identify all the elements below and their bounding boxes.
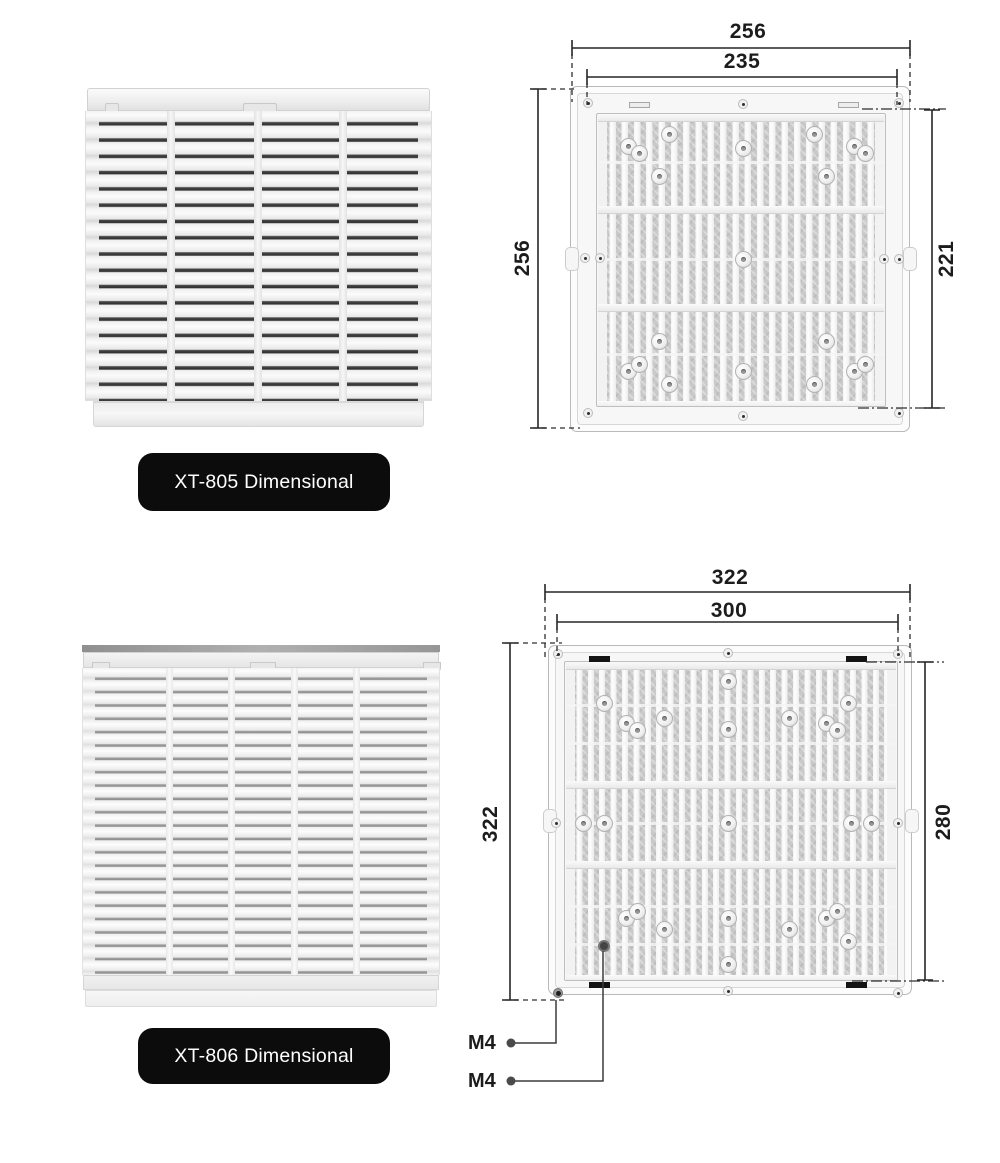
- m4-screw-hole: [598, 940, 610, 952]
- mount-ear: [903, 247, 917, 271]
- screw-hole: [551, 818, 561, 828]
- snap-boss: [629, 903, 646, 920]
- xt805-bottom-base: [93, 401, 424, 427]
- snap-boss: [735, 363, 752, 380]
- screw-hole: [738, 411, 748, 421]
- m4-screw-label-2: M4: [468, 1070, 496, 1092]
- xt806-dim-mount-width: 300: [710, 599, 748, 622]
- snap-boss: [631, 356, 648, 373]
- snap-boss: [781, 921, 798, 938]
- snap-boss: [840, 695, 857, 712]
- snap-boss: [720, 910, 737, 927]
- snap-boss: [806, 376, 823, 393]
- filter-clip: [589, 982, 610, 988]
- grid-crossbar: [598, 206, 884, 214]
- snap-boss: [863, 815, 880, 832]
- snap-boss: [781, 710, 798, 727]
- screw-hole: [894, 98, 904, 108]
- xt806-bottom-cap: [83, 975, 439, 990]
- xt805-column-divider: [339, 111, 347, 401]
- grid-crossbar: [598, 304, 884, 312]
- screw-hole: [723, 986, 733, 996]
- xt805-column-divider: [254, 111, 262, 401]
- snap-boss: [661, 376, 678, 393]
- xt805-dim-overall-height: 256: [511, 239, 534, 277]
- snap-boss: [829, 722, 846, 739]
- grid-crossbar-thin: [566, 905, 896, 908]
- snap-boss: [596, 815, 613, 832]
- snap-boss: [806, 126, 823, 143]
- xt806-front-photo: [82, 645, 440, 1007]
- filter-clip: [838, 102, 859, 108]
- snap-boss: [661, 126, 678, 143]
- screw-hole: [894, 254, 904, 264]
- xt805-badge: XT-805 Dimensional Drawing: [138, 453, 390, 511]
- snap-boss: [720, 721, 737, 738]
- snap-boss: [720, 956, 737, 973]
- xt805-dim-overall-width: 256: [729, 20, 767, 43]
- grid-crossbar: [598, 401, 884, 407]
- screw-hole: [738, 99, 748, 109]
- xt805-dim-mount-height: 221: [935, 240, 958, 278]
- grid-crossbar: [566, 781, 896, 789]
- filter-clip: [629, 102, 650, 108]
- screw-hole: [893, 988, 903, 998]
- xt806-column-divider: [228, 668, 235, 975]
- m4-corner-screw-hole: [553, 988, 563, 998]
- screw-hole: [723, 648, 733, 658]
- snap-boss: [818, 333, 835, 350]
- snap-boss: [575, 815, 592, 832]
- screw-hole: [893, 818, 903, 828]
- snap-boss: [656, 921, 673, 938]
- screw-hole: [879, 254, 889, 264]
- snap-boss: [720, 815, 737, 832]
- mount-ear: [905, 809, 919, 833]
- snap-boss: [651, 168, 668, 185]
- screw-hole: [583, 98, 593, 108]
- xt806-column-divider: [166, 668, 173, 975]
- xt806-dim-overall-width: 322: [711, 566, 749, 589]
- filter-clip: [846, 982, 867, 988]
- xt806-back-drawing: [548, 645, 912, 995]
- xt805-back-drawing: [570, 86, 910, 432]
- snap-boss: [631, 145, 648, 162]
- xt806-column-divider: [291, 668, 298, 975]
- xt805-dim-mount-width: 235: [723, 50, 761, 73]
- xt806-louver-slats: [82, 668, 440, 975]
- mount-ear: [565, 247, 579, 271]
- grid-crossbar: [566, 975, 896, 981]
- grid-crossbar: [566, 662, 896, 670]
- grid-edge-bar: [566, 663, 575, 979]
- xt805-column-divider: [167, 111, 175, 401]
- xt806-bottom-base: [85, 990, 437, 1007]
- snap-boss: [829, 903, 846, 920]
- grid-crossbar: [566, 861, 896, 869]
- snap-boss: [840, 933, 857, 950]
- snap-boss: [857, 356, 874, 373]
- screw-hole: [893, 649, 903, 659]
- snap-boss: [656, 710, 673, 727]
- filter-clip: [589, 656, 610, 662]
- snap-boss: [843, 815, 860, 832]
- xt806-dim-overall-height: 322: [479, 805, 502, 843]
- screw-hole: [553, 649, 563, 659]
- snap-boss: [735, 140, 752, 157]
- snap-boss: [720, 673, 737, 690]
- xt806-louver-gaps: [95, 668, 427, 975]
- snap-boss: [596, 695, 613, 712]
- snap-boss: [651, 333, 668, 350]
- grid-crossbar-thin: [566, 742, 896, 745]
- snap-boss: [818, 168, 835, 185]
- screw-hole: [583, 408, 593, 418]
- filter-clip: [846, 656, 867, 662]
- xt806-top-edge: [82, 645, 440, 652]
- snap-boss: [857, 145, 874, 162]
- xt805-front-photo: [85, 88, 432, 427]
- grid-crossbar: [598, 114, 884, 122]
- m4-screw-label-1: M4: [468, 1032, 496, 1054]
- xt806-column-divider: [353, 668, 360, 975]
- screw-hole: [580, 253, 590, 263]
- screw-hole: [894, 408, 904, 418]
- xt806-dim-mount-height: 280: [932, 803, 955, 841]
- snap-boss: [629, 722, 646, 739]
- screw-hole: [595, 253, 605, 263]
- xt805-louver-slats: [85, 111, 432, 401]
- xt806-badge: XT-806 Dimensional Drawing: [138, 1028, 390, 1084]
- snap-boss: [735, 251, 752, 268]
